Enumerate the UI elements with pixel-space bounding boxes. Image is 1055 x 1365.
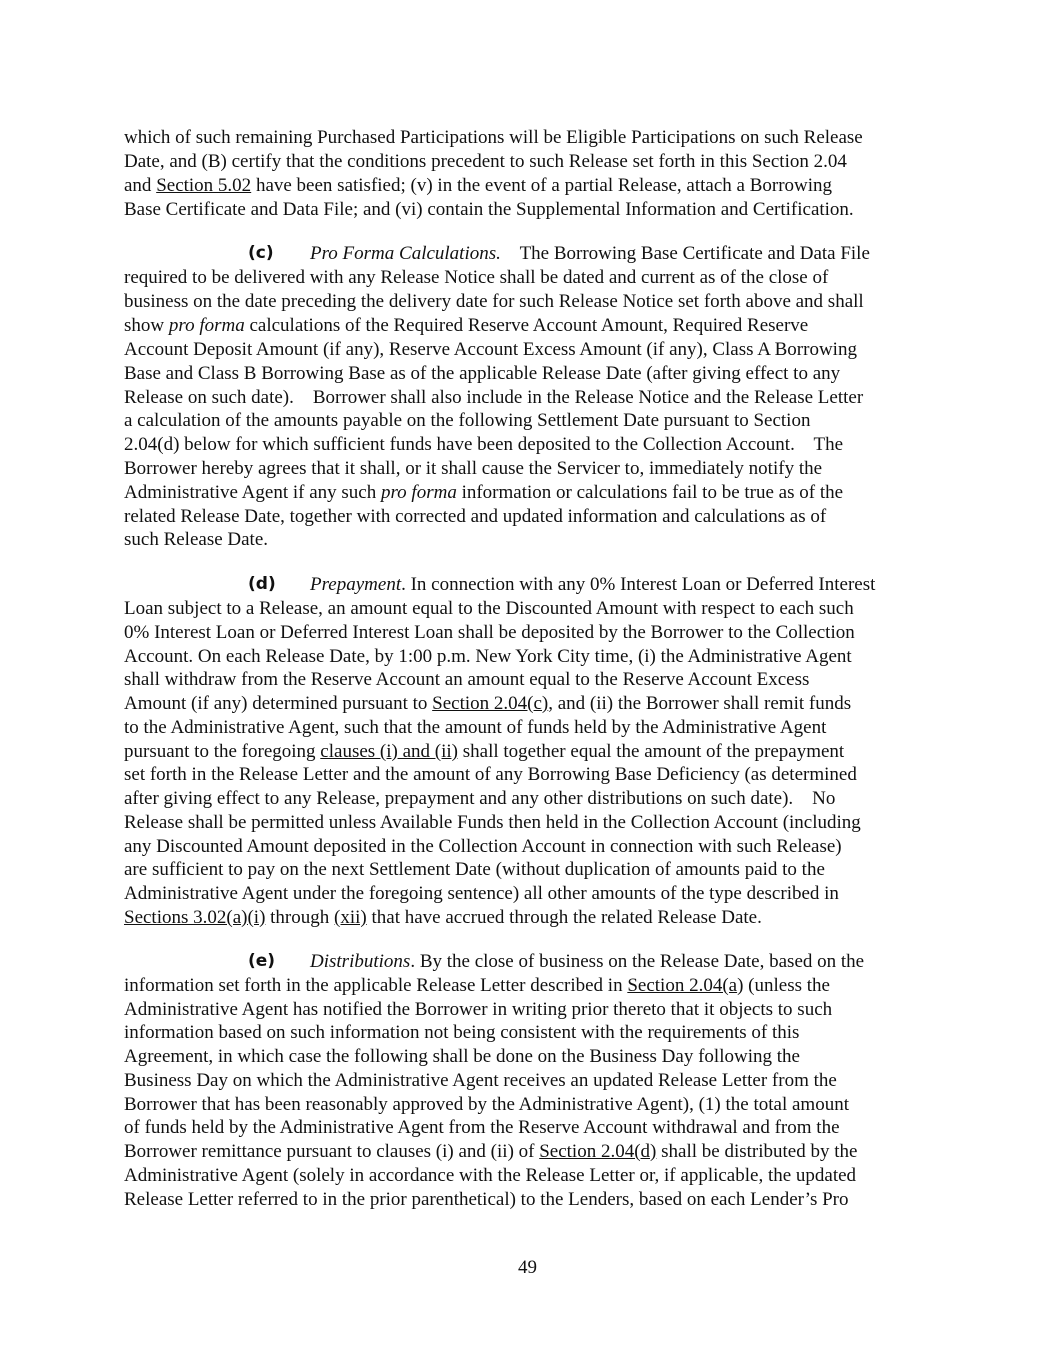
- text-line: Base Certificate and Data File; and (vi) contain the Supplemental Information and Certification.: [124, 199, 854, 220]
- paragraph-marker: (e): [248, 951, 276, 971]
- text-line: pursuant to the foregoing clauses (i) and (ii) shall together equal the amount of the prepayment: [124, 741, 845, 762]
- text-line: show pro forma calculations of the Required Reserve Account Amount, Required Reserve: [124, 315, 809, 336]
- text-line: Amount (if any) determined pursuant to Section 2.04(c), and (ii) the Borrower shall remit funds: [124, 693, 852, 714]
- paragraph-marker: (c): [248, 243, 274, 263]
- text-line: Administrative Agent has notified the Borrower in writing prior thereto that it objects to such: [124, 999, 833, 1020]
- text-line: Borrower that has been reasonably approved by the Administrative Agent), (1) the total amount: [124, 1094, 849, 1115]
- clause-xii-link[interactable]: (xii): [334, 907, 367, 928]
- text-line: of funds held by the Administrative Agent from the Reserve Account withdrawal and from the: [124, 1117, 840, 1138]
- text-line: Borrower remittance pursuant to clauses (i) and (ii) of Section 2.04(d) shall be distributed by the: [124, 1141, 858, 1162]
- text-line: Loan subject to a Release, an amount equal to the Discounted Amount with respect to each such: [124, 598, 854, 619]
- page-number: 49: [518, 1257, 537, 1278]
- text-line: Base and Class B Borrowing Base as of the applicable Release Date (after giving effect to any: [124, 363, 841, 384]
- text-line: Administrative Agent (solely in accordance with the Release Letter or, if applicable, the updated: [124, 1165, 857, 1186]
- text-line: 2.04(d) below for which sufficient funds have been deposited to the Collection Account. The: [124, 434, 844, 455]
- paragraph-marker: (d): [248, 574, 276, 594]
- paragraph-heading: Pro Forma Calculations.: [310, 243, 501, 264]
- text-line: a calculation of the amounts payable on the following Settlement Date pursuant to Section: [124, 410, 811, 431]
- section-5-02-link[interactable]: Section 5.02: [156, 175, 252, 196]
- text-line: required to be delivered with any Release Notice shall be dated and current as of the close of: [124, 267, 829, 288]
- section-2-04c-link[interactable]: Section 2.04(c): [432, 693, 549, 714]
- text-line: Borrower hereby agrees that it shall, or it shall cause the Servicer to, immediately notify the: [124, 458, 823, 479]
- text-line: Distributions. By the close of business on the Release Date, based on the: [310, 951, 865, 972]
- text-line: such Release Date.: [124, 529, 269, 550]
- text-line: set forth in the Release Letter and the amount of any Borrowing Base Deficiency (as determined: [124, 764, 857, 785]
- sections-3-02-link[interactable]: Sections 3.02(a)(i): [124, 907, 266, 928]
- text-line: Prepayment. In connection with any 0% Interest Loan or Deferred Interest: [310, 574, 876, 595]
- text-line: Administrative Agent under the foregoing sentence) all other amounts of the type described in: [124, 883, 839, 904]
- section-2-04a-link[interactable]: Section 2.04(a: [627, 975, 738, 996]
- text-line: to the Administrative Agent, such that the amount of funds held by the Administrative Agent: [124, 717, 827, 738]
- text-line: information based on such information not being consistent with the requirements of this: [124, 1022, 800, 1043]
- text-line: Pro Forma Calculations. The Borrowing Base Certificate and Data File: [310, 243, 870, 264]
- text-line: Account. On each Release Date, by 1:00 p.m. New York City time, (i) the Administrative Agent: [124, 646, 852, 667]
- text-line: are sufficient to pay on the next Settlement Date (without duplication of amounts paid to the: [124, 859, 825, 880]
- text-line: and Section 5.02 have been satisfied; (v) in the event of a partial Release, attach a Borrowing: [124, 175, 833, 196]
- text-line: any Discounted Amount deposited in the Collection Account in connection with such Release): [124, 836, 842, 857]
- text-line: Administrative Agent if any such pro forma information or calculations fail to be true as of the: [124, 482, 844, 503]
- text-line: Sections 3.02(a)(i) through (xii) that have accrued through the related Release Date.: [124, 907, 762, 928]
- paragraph-heading: Prepayment: [310, 574, 402, 595]
- text-line: shall withdraw from the Reserve Account an amount equal to the Reserve Account Excess: [124, 669, 810, 690]
- text-line: information set forth in the applicable Release Letter described in Section 2.04(a) (unless the: [124, 975, 830, 996]
- paragraph-heading: Distributions: [310, 951, 411, 972]
- text-line: Release on such date). Borrower shall also include in the Release Notice and the Release Letter: [124, 387, 864, 408]
- text-line: Release Letter referred to in the prior parenthetical) to the Lenders, based on each Lender’s Pro: [124, 1189, 849, 1210]
- text-line: 0% Interest Loan or Deferred Interest Loan shall be deposited by the Borrower to the Collection: [124, 622, 855, 643]
- text-line: related Release Date, together with corrected and updated information and calculations as of: [124, 506, 827, 527]
- text-line: Account Deposit Amount (if any), Reserve Account Excess Amount (if any), Class A Borrowing: [124, 339, 857, 360]
- text-line: Date, and (B) certify that the conditions precedent to such Release set forth in this Section 2.04: [124, 151, 847, 172]
- text-line: Release shall be permitted unless Available Funds then held in the Collection Account (including: [124, 812, 861, 833]
- text-line: which of such remaining Purchased Participations will be Eligible Participations on such Release: [124, 127, 863, 148]
- text-line: after giving effect to any Release, prepayment and any other distributions on such date). No: [124, 788, 836, 809]
- text-line: Agreement, in which case the following shall be done on the Business Day following the: [124, 1046, 800, 1067]
- text-line: business on the date preceding the delivery date for such Release Notice set forth above and shall: [124, 291, 864, 312]
- text-line: Business Day on which the Administrative Agent receives an updated Release Letter from the: [124, 1070, 837, 1091]
- section-2-04d-link[interactable]: Section 2.04(d): [539, 1141, 657, 1162]
- clauses-i-ii-link[interactable]: clauses (i) and (ii): [320, 741, 458, 762]
